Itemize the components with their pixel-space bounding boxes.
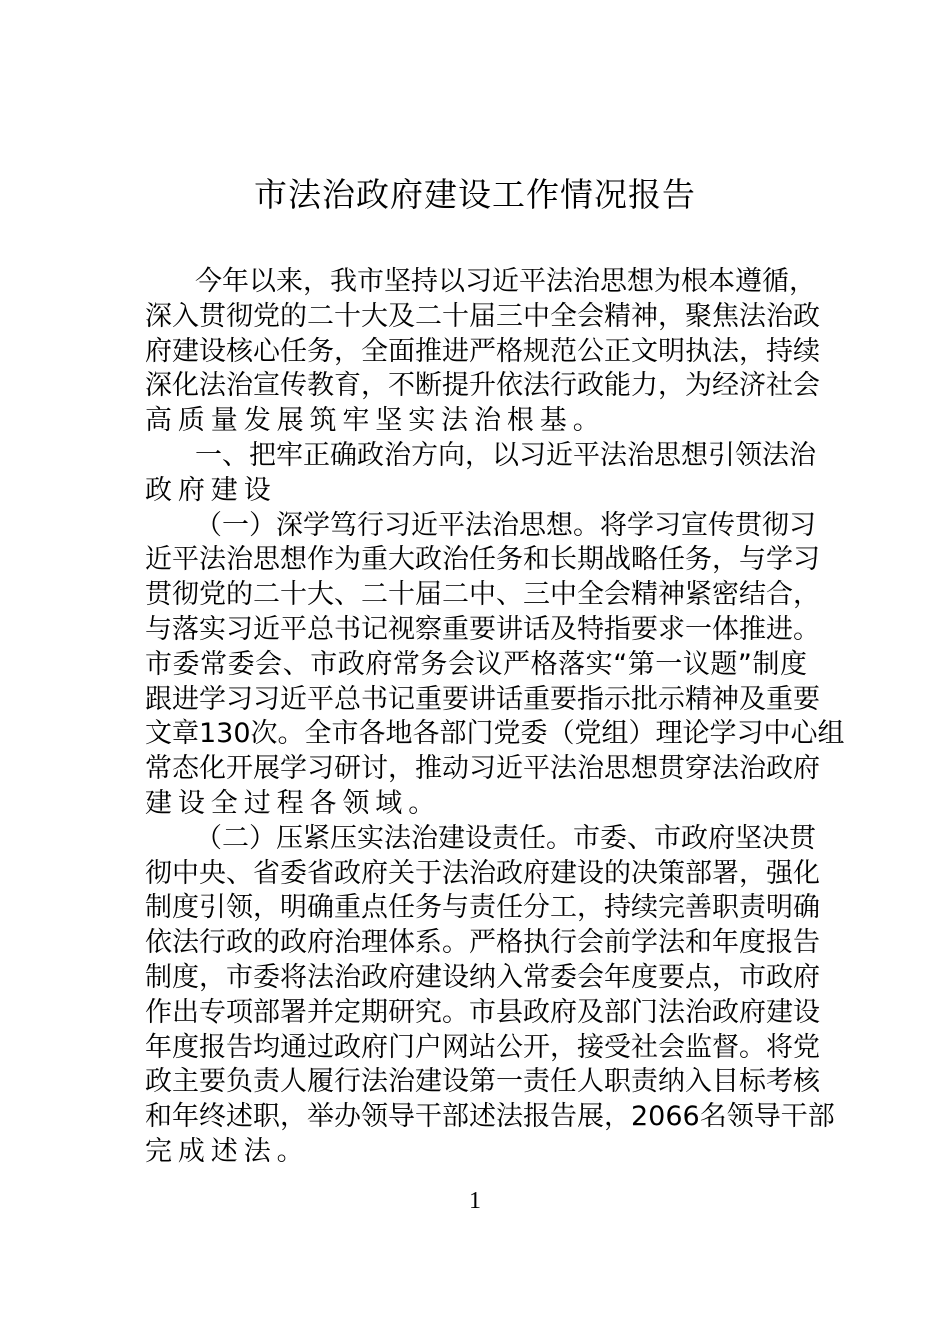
paragraph-line: 跟进学习习近平总书记重要讲话重要指示批示精神及重要 [145, 683, 820, 715]
paragraph-line: 府建设核心任务，全面推进严格规范公正文明执法，持续 [145, 335, 820, 367]
paragraph-line: 彻中央、省委省政府关于法治政府建设的决策部署，强化 [145, 857, 820, 889]
paragraph-line: 作出专项部署并定期研究。市县政府及部门法治政府建设 [145, 996, 820, 1028]
paragraph-line: 和年终述职，举办领导干部述法报告展，2066名领导干部 [145, 1101, 835, 1133]
paragraph-line: 政主要负责人履行法治建设第一责任人职责纳入目标考核 [145, 1066, 820, 1098]
paragraph-line: 与落实习近平总书记视察重要讲话及特指要求一体推进。 [145, 614, 820, 645]
paragraph-line: 今年以来，我市坚持以习近平法治思想为根本遵循， [195, 266, 816, 297]
section-heading-line: 一、把牢正确政治方向，以习近平法治思想引领法治 [195, 440, 816, 471]
paragraph-line: 制度引领，明确重点任务与责任分工，持续完善职责明确 [145, 892, 820, 924]
paragraph-line: 制度，市委将法治政府建设纳入常委会年度要点，市政府 [145, 962, 820, 993]
paragraph-line: 依法行政的政府治理体系。严格执行会前学法和年度报告 [145, 927, 820, 959]
paragraph-line: 高质量发展筑牢坚实法治根基。 [145, 405, 606, 437]
paragraph-line: 文章130次。全市各地各部门党委（党组）理论学习中心组 [145, 718, 845, 750]
paragraph-line: 贯彻党的二十大、二十届二中、三中全会精神紧密结合， [145, 579, 820, 611]
paragraph-line: 常态化开展学习研讨，推动习近平法治思想贯穿法治政府 [145, 753, 820, 785]
paragraph-line: 近平法治思想作为重大政治任务和长期战略任务，与学习 [145, 544, 820, 576]
paragraph-line: 建设全过程各领域。 [145, 788, 442, 819]
paragraph-line: 年度报告均通过政府门户网站公开，接受社会监督。将党 [145, 1031, 820, 1063]
paragraph-line: 深入贯彻党的二十大及二十届三中全会精神，聚焦法治政 [145, 300, 820, 332]
paragraph-line: （二）压紧压实法治建设责任。市委、市政府坚决贯 [195, 822, 816, 854]
section-heading-line: 政府建设 [145, 474, 277, 506]
paragraph-line: （一）深学笃行习近平法治思想。将学习宣传贯彻习 [195, 509, 816, 541]
page-number: 1 [469, 1188, 481, 1214]
paragraph-line: 深化法治宣传教育，不断提升依法行政能力，为经济社会 [145, 370, 820, 402]
paragraph-line: 市委常委会、市政府常务会议严格落实“第一议题”制度 [145, 648, 807, 680]
document-title: 市法治政府建设工作情况报告 [254, 175, 696, 214]
paragraph-line: 完成述法。 [145, 1136, 310, 1167]
